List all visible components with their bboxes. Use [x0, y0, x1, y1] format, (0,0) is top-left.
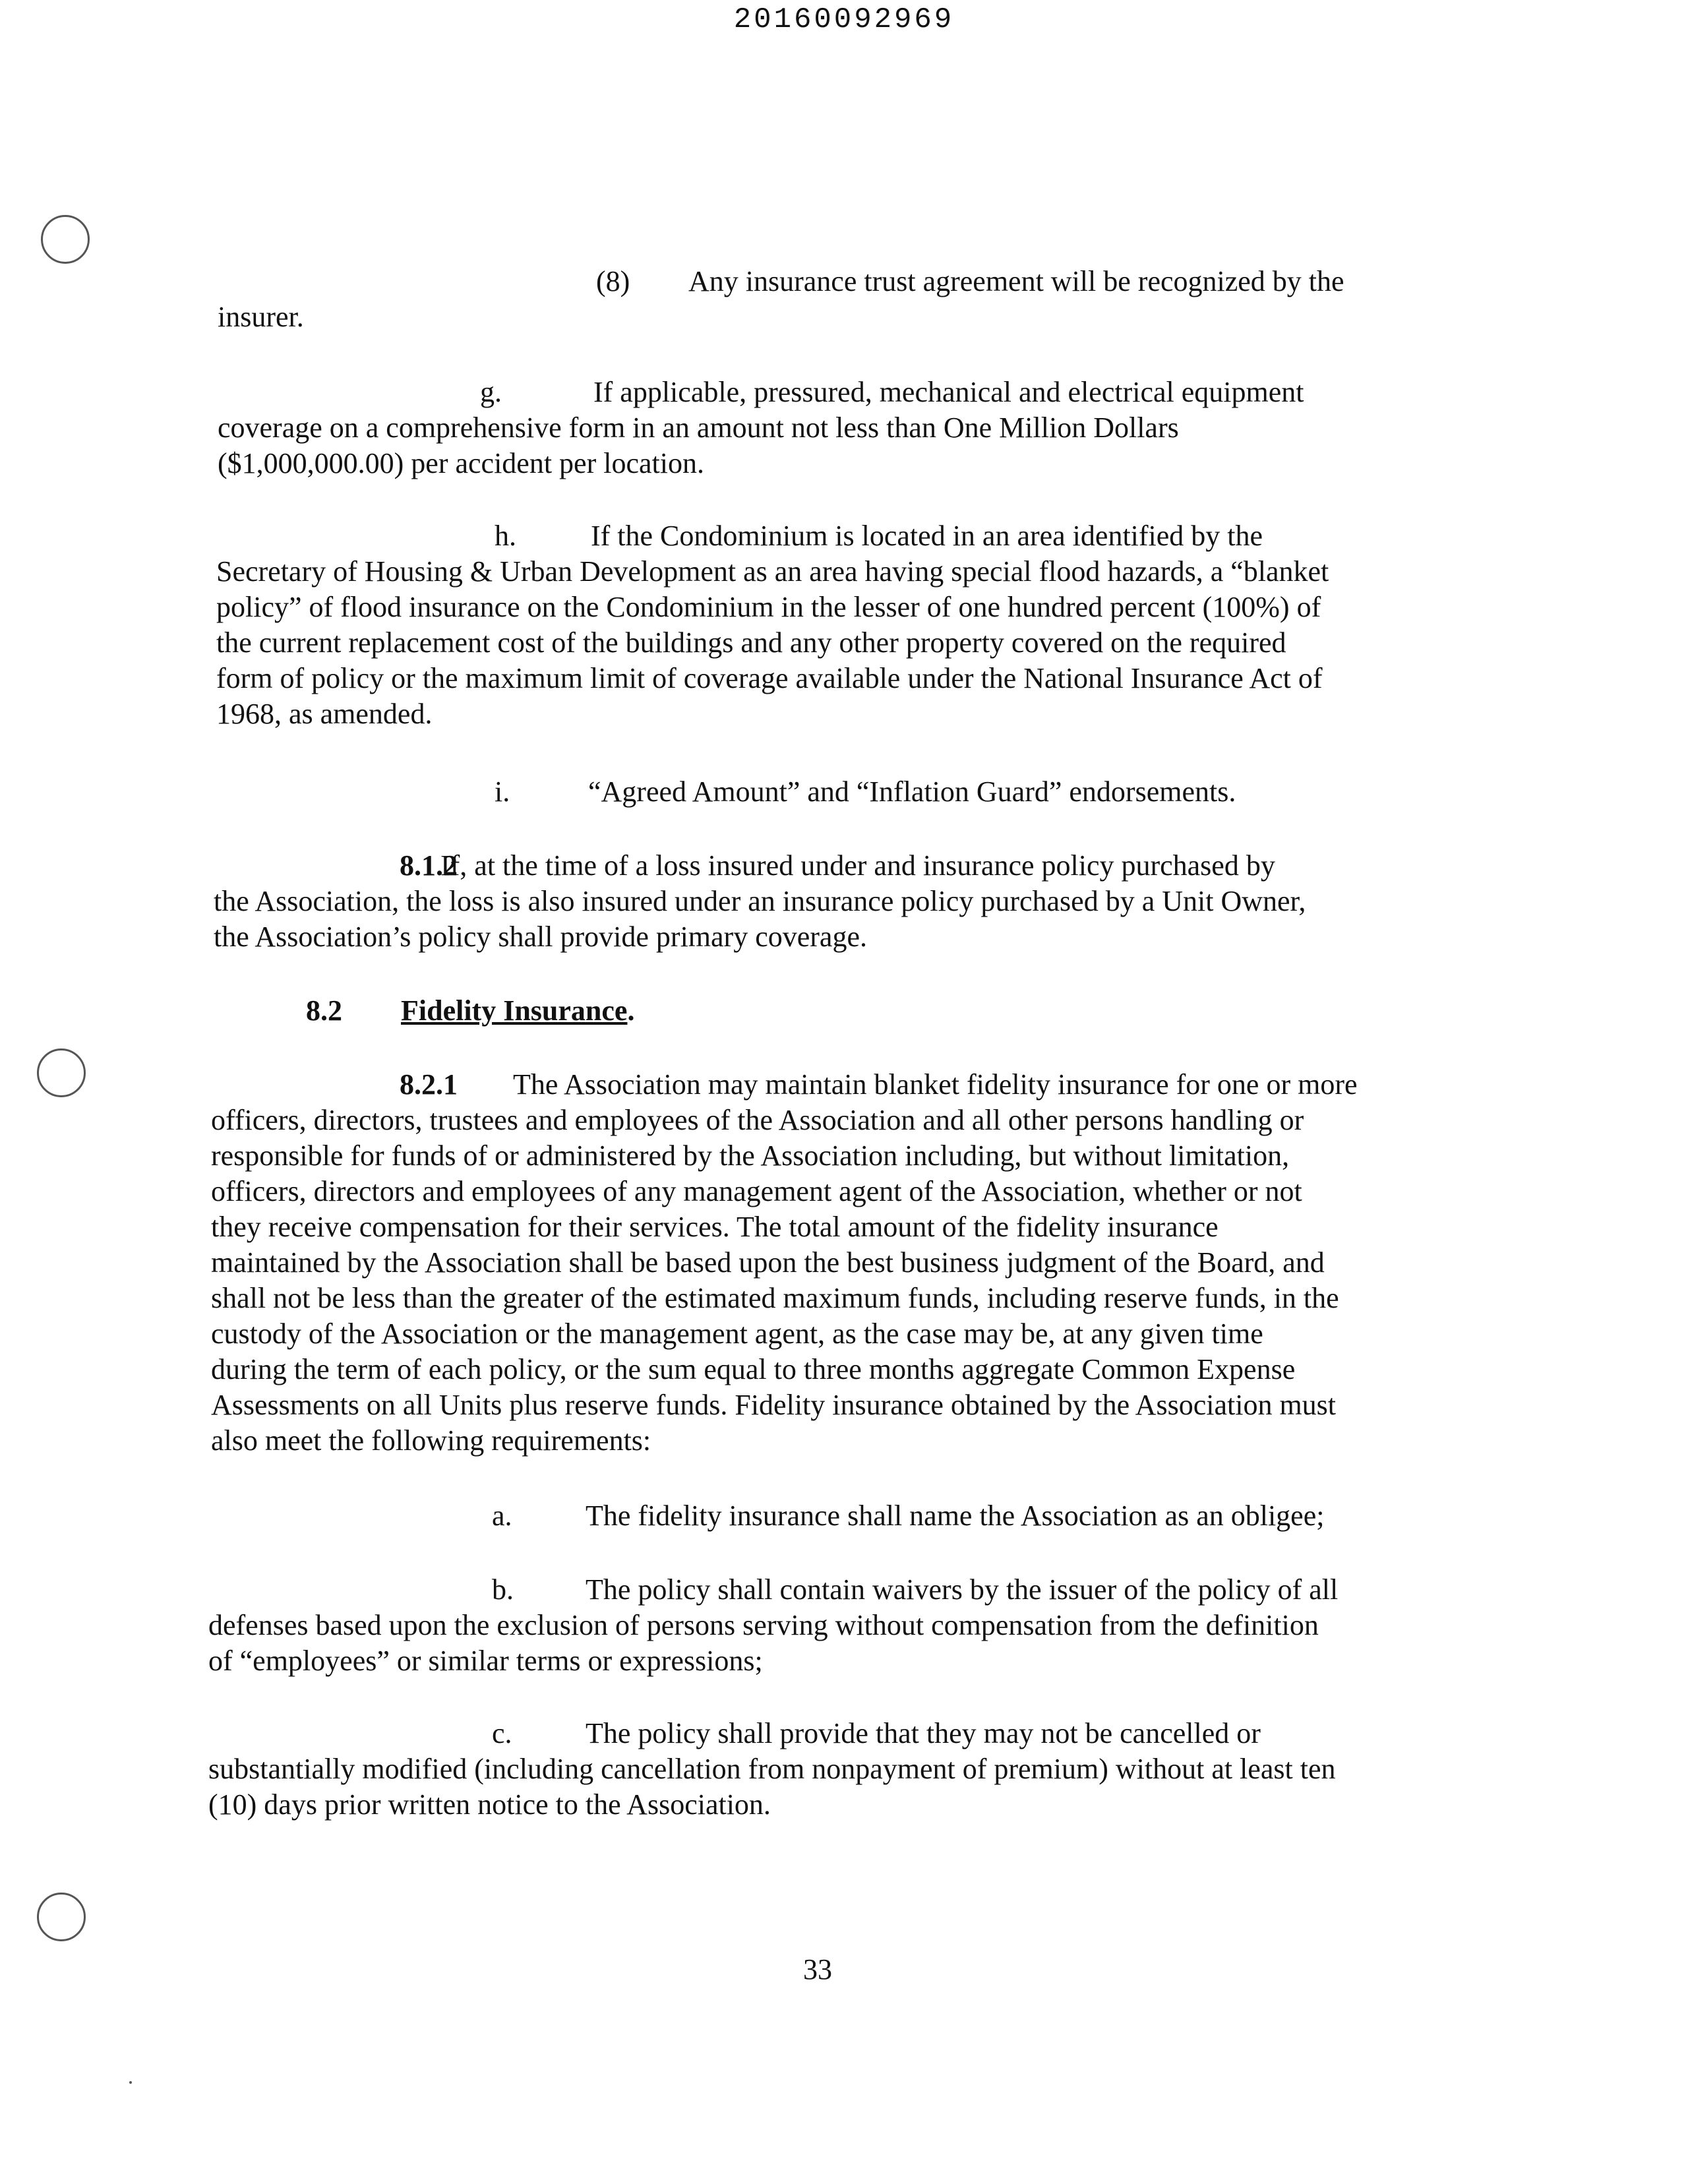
item-text: If applicable, pressured, mechanical and electrical equipment	[593, 376, 1304, 408]
section-text: also meet the following requirements:	[211, 1424, 651, 1457]
section-title-period: .	[627, 994, 635, 1027]
item-text: form of policy or the maximum limit of coverage available under the National Insurance Act of	[216, 662, 1323, 694]
section-text: custody of the Association or the management agent, as the case may be, at any given time	[211, 1318, 1263, 1350]
section-title: Fidelity Insurance	[401, 994, 628, 1027]
item-text: of “employees” or similar terms or expressions;	[208, 1645, 763, 1677]
item-text: substantially modified (including cancellation from nonpayment of premium) without at least ten	[208, 1753, 1336, 1785]
section-text: If, at the time of a loss insured under and insurance policy purchased by	[440, 849, 1275, 882]
item-b	[208, 1572, 1448, 1679]
item-g	[218, 375, 1457, 481]
section-text: shall not be less than the greater of the estimated maximum funds, including reserve funds, in the	[211, 1282, 1339, 1314]
item-text: Secretary of Housing & Urban Development as an area having special flood hazards, a “blanket	[216, 555, 1329, 588]
section-text: the Association, the loss is also insured under an insurance policy purchased by a Unit Owner,	[214, 885, 1306, 917]
section-text: responsible for funds of or administered by the Association including, but without limitation,	[211, 1139, 1290, 1172]
page-number: 33	[803, 1953, 832, 1986]
item-text: “Agreed Amount” and “Inflation Guard” endorsements.	[588, 775, 1236, 808]
item-text: The policy shall provide that they may not be cancelled or	[586, 1717, 1261, 1749]
item-text: policy” of flood insurance on the Condominium in the lesser of one hundred percent (100%) of	[216, 591, 1321, 623]
item-text: 1968, as amended.	[216, 698, 433, 730]
punch-hole-icon	[37, 1048, 86, 1097]
section-number: 8.1.2	[400, 849, 458, 882]
section-text: they receive compensation for their services. The total amount of the fidelity insurance	[211, 1211, 1219, 1243]
section-8-1-2	[214, 848, 1453, 955]
section-8-2-1	[211, 1067, 1451, 1459]
section-text: maintained by the Association shall be based upon the best business judgment of the Board, and	[211, 1246, 1325, 1279]
item-number: (8)	[596, 265, 630, 297]
item-a	[492, 1498, 1688, 1534]
item-8-line-2: insurer.	[218, 301, 304, 333]
section-text: the Association’s policy shall provide primary coverage.	[214, 921, 867, 953]
section-number: 8.2.1	[400, 1068, 458, 1101]
item-text: defenses based upon the exclusion of persons serving without compensation from the definition	[208, 1609, 1319, 1641]
item-letter: c.	[492, 1717, 512, 1749]
item-h	[216, 518, 1456, 732]
section-text: officers, directors and employees of any management agent of the Association, whether or not	[211, 1175, 1302, 1207]
item-letter: a.	[492, 1500, 512, 1532]
item-text: Any insurance trust agreement will be recognized by the	[688, 265, 1344, 297]
section-text: The Association may maintain blanket fidelity insurance for one or more	[513, 1068, 1358, 1101]
section-number: 8.2	[306, 994, 342, 1027]
item-text: The policy shall contain waivers by the issuer of the policy of all	[586, 1573, 1339, 1606]
punch-hole-icon	[41, 215, 90, 264]
item-text: The fidelity insurance shall name the Association as an obligee;	[586, 1500, 1325, 1532]
item-letter: g.	[480, 376, 502, 408]
section-text: Assessments on all Units plus reserve funds. Fidelity insurance obtained by the Association must	[211, 1389, 1337, 1421]
item-text: ($1,000,000.00) per accident per location.	[218, 447, 704, 479]
item-text: (10) days prior written notice to the Association.	[208, 1788, 771, 1821]
item-letter: b.	[492, 1573, 514, 1606]
section-text: during the term of each policy, or the sum equal to three months aggregate Common Expense	[211, 1353, 1296, 1385]
item-text: the current replacement cost of the buildings and any other property covered on the required	[216, 626, 1286, 659]
section-8-2-heading	[306, 993, 1546, 1029]
item-letter: h.	[495, 520, 516, 552]
item-text: If the Condominium is located in an area identified by the	[591, 520, 1263, 552]
item-text: coverage on a comprehensive form in an amount not less than One Million Dollars	[218, 411, 1179, 444]
punch-hole-icon	[37, 1893, 86, 1941]
section-text: officers, directors, trustees and employees of the Association and all other persons handling or	[211, 1104, 1304, 1136]
document-number: 20160092969	[733, 3, 955, 36]
item-c	[208, 1716, 1448, 1823]
item-8-line-1	[596, 264, 1688, 299]
scan-speck	[129, 2081, 132, 2084]
item-i	[495, 774, 1688, 810]
item-letter: i.	[495, 775, 510, 808]
